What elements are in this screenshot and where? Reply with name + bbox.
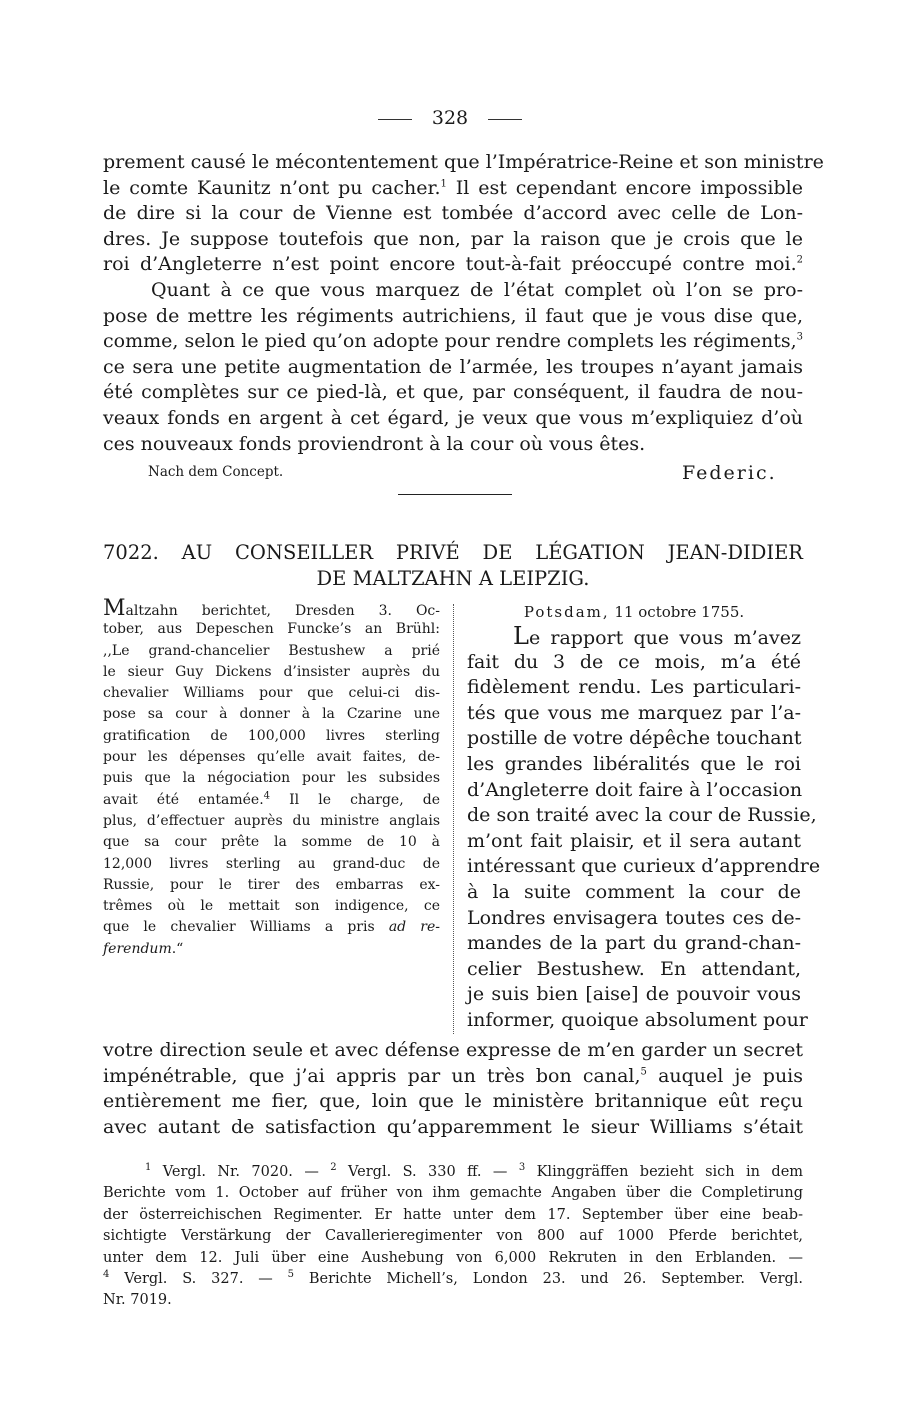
dateline-place: Potsdam, [523, 603, 610, 621]
letter-line: intéressant que curieux d’apprendre [467, 855, 821, 878]
text-fragment: impénétrable, que j’ai appris par un très bon canal, [103, 1064, 641, 1087]
letter-line: Londres envisagera toutes ces de- [467, 906, 801, 929]
footnote-mark: 5 [287, 1269, 295, 1281]
right-column-letter [467, 600, 821, 1034]
text-fragment: Il est cependant encore impossible [455, 176, 803, 199]
letter-line: je suis bien [aise] de pouvoir vous [467, 983, 801, 1006]
summary-line: pour les dépenses qu’elle avait faites, de- [103, 749, 440, 766]
text-fragment: Vergl. S. 327. — [124, 1270, 273, 1287]
text-line: avec autant de satisfaction qu’apparemment le sieur Williams s’était [103, 1115, 803, 1138]
text-fragment: Klinggräffen bezieht sich in dem [536, 1164, 804, 1180]
text-fragment: .“ [171, 940, 184, 957]
text-fragment: que le chevalier Williams a pris [103, 919, 375, 936]
footnote-mark: 4 [263, 790, 271, 802]
text-fragment: Berichte Michell’s, London 23. und 26. September. Vergl. [308, 1270, 804, 1287]
footnote-line: der österreichischen Regimenter. Er hatte unter dem 17. September über eine beab- [103, 1206, 803, 1223]
text-line [103, 176, 803, 202]
text-fragment: Vergl. Nr. 7020. — [162, 1164, 319, 1180]
footnote-mark: 2 [796, 255, 803, 267]
drop-cap: M [103, 596, 126, 621]
text-fragment: altzahn berichtet, Dresden 3. Oc- [125, 603, 440, 619]
summary-line: chevalier Williams pour que celui-ci dis- [103, 685, 440, 702]
text-line: ce sera une petite augmentation de l’armée, les troupes n’ayant jamais [103, 355, 803, 378]
footnote-line: sichtigte Verstärkung der Cavallerieregimenter von 800 auf 1000 Pferde berichtet, [103, 1228, 803, 1245]
text-fragment: comme, selon le pied qu’on adopte pour rendre complets les régiments, [103, 330, 797, 353]
heading-line-1 [103, 540, 803, 566]
letter-line: à la suite comment la cour de [467, 880, 801, 903]
text-fragment: Vergl. S. 330 ff. — [348, 1164, 508, 1180]
heading-text: AU CONSEILLER PRIVÉ DE LÉGATION JEAN-DIDIER [181, 541, 803, 564]
source-note: Nach dem Concept. [148, 464, 284, 480]
letter-line: informer, quoique absolument pour [467, 1008, 808, 1031]
summary-line: gratification de 100,000 livres sterling [103, 727, 440, 744]
footnote-mark: 3 [796, 331, 803, 343]
document-heading [103, 540, 803, 592]
signature: Federic. [682, 462, 777, 484]
footnote-line: Nr. 7019. [103, 1292, 172, 1309]
continuation-paragraph [103, 1038, 803, 1140]
letter-line: m’ont fait plaisir, et il sera autant [467, 829, 801, 852]
text-line: de dire si la cour de Vienne est tombée d’accord avec celle de Lon- [103, 202, 803, 225]
footnote-line: unter dem 12. Juli über eine Aushebung von 6,000 Rekruten in den Erblanden. — [103, 1249, 803, 1266]
italic-fragment: ferendum [103, 940, 172, 957]
summary-line: que sa cour prête la somme de 10 à [103, 834, 440, 851]
summary-line: tober, aus Depeschen Funcke’s an Brühl: [103, 621, 440, 638]
text-fragment: auquel je puis [658, 1064, 804, 1087]
text-fragment: e rapport que vous m’avez [528, 627, 801, 649]
text-line: pose de mettre les régiments autrichiens, il faut que je vous dise que, [103, 304, 803, 327]
summary-line [103, 917, 440, 938]
header-dash-left [378, 119, 412, 120]
summary-line [103, 939, 440, 960]
footnote-mark: 1 [440, 178, 447, 190]
page-number: 328 [431, 107, 469, 129]
summary-line: pose sa cour à donner à la Czarine une [103, 706, 440, 723]
dateline-date: 11 octobre 1755. [614, 603, 745, 621]
document-number: 7022. [103, 541, 159, 564]
summary-line [103, 790, 440, 811]
text-line [103, 329, 803, 355]
left-column-summary [103, 598, 440, 960]
heading-line-2: DE MALTZAHN A LEIPZIG. [316, 567, 590, 590]
dateline [467, 600, 801, 624]
text-line: entièrement me fier, que, loin que le ministère britannique eût reçu [103, 1090, 803, 1113]
text-line: Quant à ce que vous marquez de l’état complet où l’on se pro- [151, 278, 803, 301]
footnote-mark: 1 [145, 1162, 152, 1174]
text-fragment: roi d’Angleterre n’est point encore tout-à-fait préoccupé contre moi. [103, 253, 797, 276]
footnote-line: Berichte vom 1. October auf früher von ihm gemachte Angaben über die Completirung [103, 1185, 803, 1202]
letter-line: d’Angleterre doit faire à l’occasion [467, 778, 803, 801]
text-fragment: le comte Kaunitz n’ont pu cacher. [103, 176, 441, 199]
text-line: ces nouveaux fonds proviendront à la cour où vous êtes. [103, 432, 646, 455]
summary-line [103, 598, 440, 619]
footnote-line [103, 1162, 803, 1183]
summary-line: ,,Le grand-chancelier Bestushew a prié [103, 642, 440, 659]
summary-line: 12,000 livres sterling au grand-duc de [103, 855, 440, 872]
summary-line: plus, d’effectuer auprès du ministre anglais [103, 812, 440, 829]
text-line: prement causé le mécontentement que l’Impératrice-Reine et son ministre [103, 151, 824, 173]
letter-line: fait du 3 de ce mois, m’a été [467, 650, 801, 673]
italic-fragment: ad re- [388, 919, 441, 936]
text-line: dres. Je suppose toutefois que non, par la raison que je crois que le [103, 227, 803, 250]
letter-line: les grandes libéralités que le roi [467, 752, 801, 775]
summary-line: puis que la négociation pour les subsides [103, 770, 440, 787]
summary-line: Russie, pour le tirer des embarras ex- [103, 876, 440, 893]
text-line: été complètes sur ce pied-là, et que, par conséquent, il faudra de nou- [103, 381, 803, 404]
text-line [103, 1064, 803, 1090]
footnote-mark: 5 [640, 1066, 647, 1078]
letter-line: fidèlement rendu. Les particulari- [467, 676, 801, 699]
letter-line [467, 624, 801, 650]
header-dash-right [488, 119, 522, 120]
text-line [103, 252, 803, 278]
summary-line: trêmes où le mettait son indigence, ce [103, 898, 440, 915]
section-separator [398, 494, 512, 495]
summary-line: le sieur Guy Dickens d’insister auprès du [103, 663, 440, 680]
text-fragment: avait été entamée. [103, 791, 264, 808]
text-fragment: Il le charge, de [289, 791, 441, 808]
page-header [0, 106, 900, 130]
letter-line: mandes de la part du grand-chan- [467, 932, 801, 955]
initial-letter: L [513, 622, 529, 650]
letter-line: de son traité avec la cour de Russie, [467, 804, 817, 827]
column-divider [453, 604, 454, 1034]
footnotes [103, 1162, 803, 1312]
letter-line: celier Bestushew. En attendant, [467, 957, 801, 980]
footnote-mark: 3 [518, 1162, 526, 1174]
text-line: votre direction seule et avec défense expresse de m’en garder un secret [103, 1039, 803, 1061]
letter-line: tés que vous me marquez par l’a- [467, 701, 801, 724]
opening-paragraphs [103, 150, 824, 457]
footnote-mark: 4 [103, 1269, 110, 1281]
footnote-mark: 2 [330, 1162, 337, 1174]
text-line: veaux fonds en argent à cet égard, je veux que vous m’expliquiez d’où [103, 406, 803, 429]
letter-line: postille de votre dépêche touchant [467, 727, 802, 750]
footnote-line [103, 1269, 803, 1290]
